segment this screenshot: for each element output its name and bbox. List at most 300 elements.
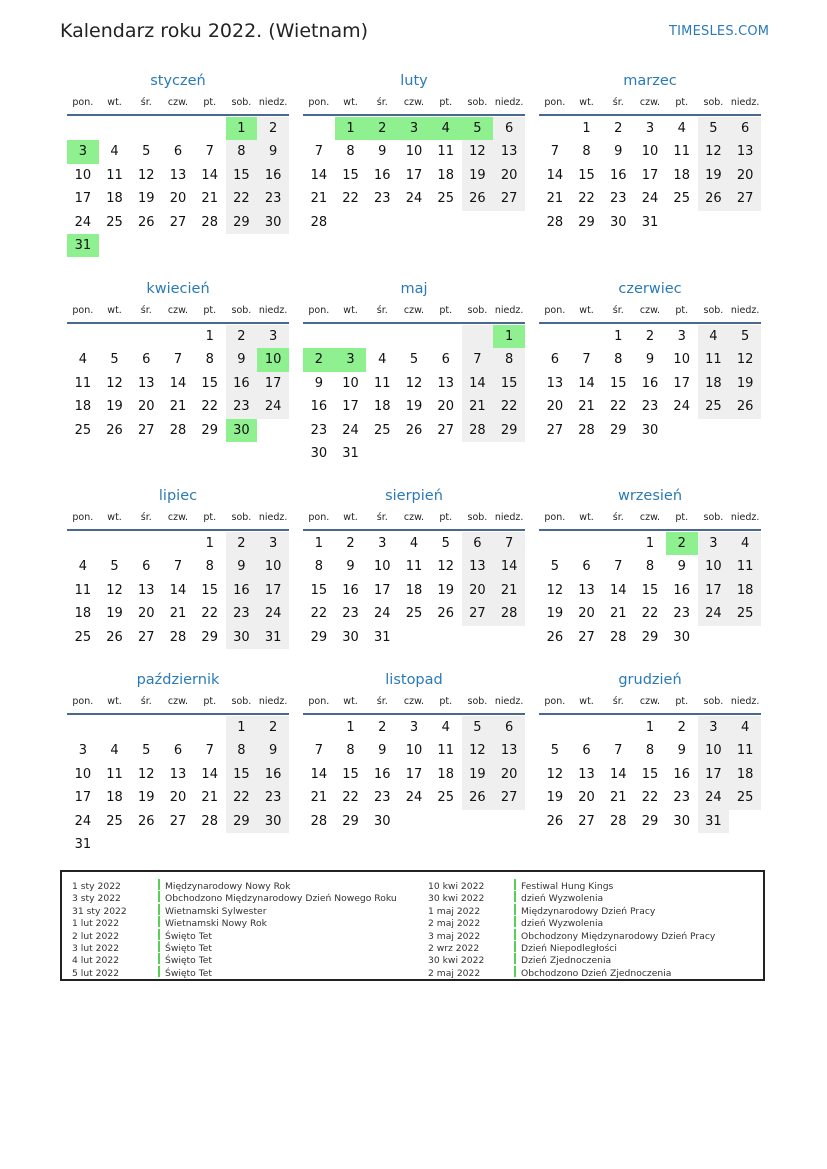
day-cell: 25: [106, 813, 123, 829]
day-cell: 19: [106, 399, 123, 415]
day-cell: 26: [729, 395, 761, 418]
weekday-label: niedz.: [730, 97, 760, 108]
day-cell: 2: [677, 720, 686, 735]
day-cell: 27: [546, 422, 564, 438]
day-cell: 10: [342, 375, 359, 391]
day-cell: 19: [462, 164, 494, 187]
day-cell: 19: [729, 372, 761, 395]
weekday-label: pt.: [439, 696, 453, 707]
weekday-label: niedz.: [730, 305, 760, 316]
legend-item: [428, 916, 715, 928]
day-cell: 16: [257, 763, 289, 786]
day-cell: 25: [729, 786, 761, 809]
day-cell: 23: [374, 790, 391, 806]
day-cell: 17: [374, 582, 391, 598]
day-cell: 9: [314, 375, 323, 391]
day-cell: 18: [729, 579, 761, 602]
day-cell: 26: [106, 629, 123, 645]
day-cell: 29: [641, 813, 659, 829]
weekday-label: pt.: [439, 97, 453, 108]
day-cell: 14: [201, 766, 218, 782]
weekday-label: czw.: [167, 512, 189, 523]
month-name: sierpień: [385, 488, 443, 504]
day-grid: [67, 117, 289, 257]
day-cell: 5: [698, 117, 730, 140]
day-cell: 15: [342, 766, 359, 782]
legend-item: [72, 891, 397, 903]
holiday-day: 3: [335, 348, 367, 371]
day-cell: 29: [310, 629, 328, 645]
weekday-label: wt.: [579, 305, 594, 316]
weekday-label: pon.: [308, 696, 330, 707]
day-cell: 16: [641, 375, 659, 391]
day-cell: 28: [493, 602, 525, 625]
weekday-header: [67, 96, 289, 116]
day-cell: 4: [378, 352, 387, 368]
day-cell: 23: [673, 606, 690, 622]
day-cell: 7: [205, 144, 214, 160]
day-cell: 1: [346, 720, 355, 735]
day-cell: 24: [257, 395, 289, 418]
day-cell: 6: [729, 117, 761, 140]
day-cell: 1: [614, 329, 623, 344]
day-cell: 16: [257, 164, 289, 187]
legend-item: [428, 966, 715, 978]
day-cell: 5: [142, 144, 151, 160]
legend-item: [72, 879, 397, 891]
weekday-header: [539, 96, 761, 116]
legend-marker: [514, 879, 516, 890]
day-cell: 17: [405, 766, 423, 782]
day-cell: 15: [641, 582, 659, 598]
weekday-label: wt.: [579, 97, 594, 108]
day-cell: 6: [142, 559, 151, 575]
day-cell: 4: [677, 121, 686, 136]
day-cell: 11: [74, 582, 92, 598]
day-cell: 5: [110, 352, 119, 368]
day-cell: 20: [462, 579, 494, 602]
day-cell: 2: [645, 329, 655, 344]
day-cell: 6: [142, 352, 151, 368]
day-cell: 21: [169, 399, 187, 415]
holiday-day: 2: [666, 532, 698, 555]
day-cell: 15: [641, 766, 659, 782]
day-cell: 13: [493, 739, 525, 762]
day-cell: 15: [578, 167, 595, 183]
legend-holiday-name: Święto Tet: [165, 942, 212, 954]
day-cell: 23: [257, 786, 289, 809]
day-cell: 5: [441, 536, 450, 551]
legend-item: [428, 953, 715, 965]
day-cell: 20: [169, 790, 187, 806]
weekday-label: pt.: [675, 97, 689, 108]
legend-item: [428, 904, 715, 916]
day-cell: 23: [310, 422, 328, 438]
day-cell: 28: [462, 419, 494, 442]
day-cell: 30: [673, 629, 690, 645]
day-cell: 8: [226, 140, 258, 163]
legend-item: [428, 929, 715, 941]
day-cell: 11: [74, 375, 92, 391]
day-cell: 20: [578, 606, 595, 622]
day-cell: 23: [610, 191, 627, 207]
day-cell: 29: [493, 419, 525, 442]
empty-cell: [303, 117, 335, 140]
day-cell: 25: [698, 395, 730, 418]
day-cell: 13: [578, 582, 595, 598]
day-cell: 5: [550, 743, 559, 759]
empty-cell: [162, 325, 194, 348]
month-12: [539, 670, 761, 833]
day-cell: 9: [378, 743, 387, 759]
legend-item: [428, 941, 715, 953]
legend-date: 2 maj 2022: [428, 967, 481, 979]
holiday-day: 4: [430, 117, 462, 140]
weekday-label: wt.: [107, 512, 122, 523]
day-cell: 20: [138, 399, 155, 415]
day-cell: 12: [546, 582, 564, 598]
weekday-label: czw.: [403, 97, 425, 108]
day-cell: 30: [641, 422, 659, 438]
day-cell: 24: [74, 813, 92, 829]
day-cell: 25: [729, 602, 761, 625]
empty-cell: [194, 716, 226, 739]
weekday-label: wt.: [107, 305, 122, 316]
day-cell: 24: [641, 191, 659, 207]
day-cell: 9: [226, 555, 258, 578]
legend-item: [72, 916, 397, 928]
legend-holiday-name: Święto Tet: [165, 930, 212, 942]
day-cell: 29: [201, 629, 218, 645]
weekday-header: [539, 304, 761, 324]
day-cell: 27: [138, 422, 155, 438]
day-cell: 25: [374, 422, 391, 438]
day-cell: 20: [546, 399, 564, 415]
day-cell: 19: [405, 399, 423, 415]
legend-holiday-name: Obchodzono Międzynarodowy Dzień Nowego Roku: [165, 893, 397, 905]
holiday-day: 30: [226, 419, 258, 442]
month-4: [67, 279, 289, 442]
day-cell: 5: [142, 743, 151, 759]
day-cell: 11: [698, 348, 730, 371]
holiday-day: 1: [493, 325, 525, 348]
legend-date: 10 kwi 2022: [428, 881, 485, 892]
day-cell: 8: [493, 348, 525, 371]
empty-cell: [571, 716, 603, 739]
day-cell: 18: [74, 606, 92, 622]
empty-cell: [335, 325, 367, 348]
day-cell: 3: [645, 121, 655, 136]
day-cell: 8: [614, 352, 623, 368]
day-cell: 13: [493, 140, 525, 163]
day-grid: [303, 532, 525, 649]
weekday-label: pon.: [544, 512, 566, 523]
day-cell: 31: [342, 445, 359, 461]
day-cell: 5: [550, 559, 559, 575]
day-cell: 2: [257, 716, 289, 739]
day-cell: 13: [169, 167, 187, 183]
empty-cell: [162, 532, 194, 555]
month-8: [303, 486, 525, 649]
weekday-label: śr.: [612, 97, 624, 108]
weekday-label: pon.: [308, 305, 330, 316]
day-cell: 12: [405, 375, 423, 391]
day-cell: 28: [169, 422, 187, 438]
day-cell: 22: [310, 606, 328, 622]
day-cell: 15: [310, 582, 328, 598]
day-cell: 29: [610, 422, 627, 438]
weekday-label: śr.: [612, 305, 624, 316]
day-cell: 26: [698, 187, 730, 210]
day-cell: 12: [106, 582, 123, 598]
day-cell: 18: [405, 582, 423, 598]
legend-date: 2 lut 2022: [72, 930, 120, 942]
day-cell: 20: [578, 790, 595, 806]
day-cell: 20: [493, 164, 525, 187]
day-cell: 26: [546, 813, 564, 829]
day-cell: 4: [729, 716, 761, 739]
empty-cell: [130, 117, 162, 140]
day-cell: 2: [226, 532, 258, 555]
legend-marker: [158, 966, 160, 977]
weekday-label: czw.: [167, 305, 189, 316]
day-cell: 14: [493, 555, 525, 578]
day-cell: 22: [641, 790, 659, 806]
day-cell: 28: [169, 629, 187, 645]
day-cell: 4: [698, 325, 730, 348]
day-cell: 8: [645, 743, 655, 759]
weekday-label: wt.: [107, 696, 122, 707]
legend-item: [72, 953, 397, 965]
day-cell: 28: [578, 422, 595, 438]
day-cell: 12: [138, 766, 155, 782]
day-cell: 23: [226, 395, 258, 418]
day-cell: 27: [437, 422, 454, 438]
day-grid: [67, 716, 289, 856]
legend-holiday-name: Wietnamski Nowy Rok: [165, 918, 267, 930]
day-cell: 24: [405, 790, 423, 806]
weekday-label: pt.: [675, 696, 689, 707]
month-name: grudzień: [618, 672, 682, 688]
weekday-label: czw.: [639, 696, 661, 707]
day-cell: 29: [342, 813, 359, 829]
day-cell: 4: [110, 743, 119, 759]
day-cell: 17: [74, 191, 92, 207]
day-cell: 25: [437, 790, 454, 806]
month-name: luty: [400, 73, 428, 89]
weekday-label: wt.: [107, 97, 122, 108]
legend-marker: [158, 916, 160, 927]
weekday-label: pon.: [308, 97, 330, 108]
day-cell: 8: [645, 559, 655, 575]
day-cell: 20: [437, 399, 454, 415]
day-cell: 14: [546, 167, 564, 183]
day-cell: 7: [462, 348, 494, 371]
day-cell: 6: [582, 559, 591, 575]
day-cell: 13: [437, 375, 454, 391]
day-cell: 12: [462, 739, 494, 762]
day-grid: [539, 325, 761, 442]
day-cell: 4: [441, 720, 450, 735]
weekday-label: pon.: [72, 305, 94, 316]
day-cell: 27: [169, 214, 187, 230]
day-cell: 15: [226, 763, 258, 786]
legend-holiday-name: Dzień Niepodległości: [521, 942, 617, 954]
day-cell: 24: [405, 191, 423, 207]
weekday-label: pt.: [439, 305, 453, 316]
empty-cell: [99, 716, 131, 739]
day-cell: 30: [310, 445, 328, 461]
day-cell: 25: [74, 422, 92, 438]
day-cell: 8: [346, 743, 355, 759]
month-9: [539, 486, 761, 649]
day-cell: 2: [378, 720, 387, 735]
legend-holiday-name: Święto Tet: [165, 967, 212, 979]
day-cell: 10: [374, 559, 391, 575]
weekday-label: pt.: [203, 305, 217, 316]
weekday-label: pon.: [544, 696, 566, 707]
day-grid: [303, 325, 525, 465]
day-cell: 1: [645, 720, 655, 735]
legend-date: 2 maj 2022: [428, 918, 481, 930]
empty-cell: [67, 716, 99, 739]
day-cell: 18: [106, 790, 123, 806]
legend-marker: [514, 904, 516, 915]
weekday-header: [303, 96, 525, 116]
day-cell: 16: [226, 579, 258, 602]
day-cell: 7: [314, 743, 323, 759]
day-cell: 15: [610, 375, 627, 391]
day-grid: [303, 716, 525, 833]
site-link[interactable]: TIMESLES.COM: [669, 24, 770, 39]
weekday-label: śr.: [612, 512, 624, 523]
day-cell: 28: [310, 813, 328, 829]
day-cell: 7: [314, 144, 323, 160]
day-cell: 13: [729, 140, 761, 163]
legend-marker: [514, 929, 516, 940]
weekday-label: sob.: [231, 97, 252, 108]
month-11: [303, 670, 525, 833]
weekday-label: wt.: [579, 512, 594, 523]
day-cell: 9: [614, 144, 623, 160]
day-cell: 19: [437, 582, 454, 598]
day-cell: 28: [546, 214, 564, 230]
day-cell: 14: [610, 766, 627, 782]
day-grid: [303, 117, 525, 234]
legend-item: [72, 966, 397, 978]
day-cell: 18: [729, 763, 761, 786]
legend-date: 1 lut 2022: [72, 918, 120, 930]
day-cell: 10: [257, 555, 289, 578]
day-cell: 15: [493, 372, 525, 395]
legend-marker: [514, 966, 516, 977]
weekday-label: śr.: [140, 696, 152, 707]
day-cell: 31: [74, 836, 92, 852]
legend-holiday-name: Wietnamski Sylwester: [165, 905, 267, 917]
weekday-label: niedz.: [730, 696, 760, 707]
day-cell: 14: [310, 766, 328, 782]
day-cell: 26: [138, 214, 155, 230]
day-cell: 23: [342, 606, 359, 622]
legend-item: [428, 879, 715, 891]
legend-date: 30 kwi 2022: [428, 955, 485, 967]
day-grid: [539, 117, 761, 234]
weekday-label: czw.: [403, 305, 425, 316]
day-cell: 13: [462, 555, 494, 578]
day-cell: 16: [374, 766, 391, 782]
day-cell: 11: [729, 555, 761, 578]
legend-marker: [514, 953, 516, 964]
day-cell: 3: [257, 532, 289, 555]
day-cell: 1: [582, 121, 591, 136]
day-cell: 25: [405, 606, 423, 622]
day-cell: 4: [110, 144, 119, 160]
legend-marker: [158, 941, 160, 952]
day-cell: 29: [641, 629, 659, 645]
day-cell: 29: [578, 214, 595, 230]
day-cell: 14: [462, 372, 494, 395]
day-cell: 26: [106, 422, 123, 438]
month-name: maj: [400, 281, 428, 297]
day-cell: 21: [578, 399, 595, 415]
legend-item: [72, 929, 397, 941]
day-cell: 27: [578, 813, 595, 829]
day-cell: 1: [226, 716, 258, 739]
day-cell: 18: [106, 191, 123, 207]
day-cell: 28: [610, 813, 627, 829]
legend-item: [72, 941, 397, 953]
legend-item: [72, 904, 397, 916]
weekday-label: pt.: [203, 512, 217, 523]
day-cell: 11: [106, 167, 123, 183]
day-cell: 4: [409, 536, 419, 551]
day-cell: 17: [698, 763, 730, 786]
weekday-header: [539, 511, 761, 531]
legend-holiday-name: Dzień Zjednoczenia: [521, 955, 612, 967]
day-cell: 12: [698, 140, 730, 163]
day-cell: 1: [314, 536, 323, 551]
day-cell: 21: [493, 579, 525, 602]
empty-cell: [366, 325, 398, 348]
day-cell: 17: [74, 790, 92, 806]
month-2: [303, 71, 525, 234]
day-cell: 29: [226, 810, 258, 833]
day-cell: 11: [437, 743, 454, 759]
weekday-label: wt.: [343, 97, 358, 108]
day-cell: 3: [409, 720, 419, 735]
day-cell: 13: [138, 582, 155, 598]
weekday-label: pon.: [72, 97, 94, 108]
month-name: czerwiec: [618, 281, 682, 297]
weekday-label: sob.: [467, 696, 488, 707]
day-cell: 14: [169, 375, 187, 391]
weekday-label: śr.: [376, 512, 388, 523]
day-cell: 12: [437, 559, 454, 575]
empty-cell: [602, 532, 634, 555]
day-cell: 7: [614, 743, 623, 759]
month-name: styczeń: [150, 73, 206, 89]
day-cell: 9: [346, 559, 355, 575]
day-cell: 14: [310, 167, 328, 183]
weekday-label: pt.: [203, 696, 217, 707]
month-10: [67, 670, 289, 856]
month-name: kwiecień: [146, 281, 210, 297]
legend-marker: [514, 891, 516, 902]
day-cell: 31: [641, 214, 659, 230]
day-cell: 18: [698, 372, 730, 395]
empty-cell: [67, 532, 99, 555]
legend-holiday-name: Międzynarodowy Nowy Rok: [165, 881, 291, 892]
